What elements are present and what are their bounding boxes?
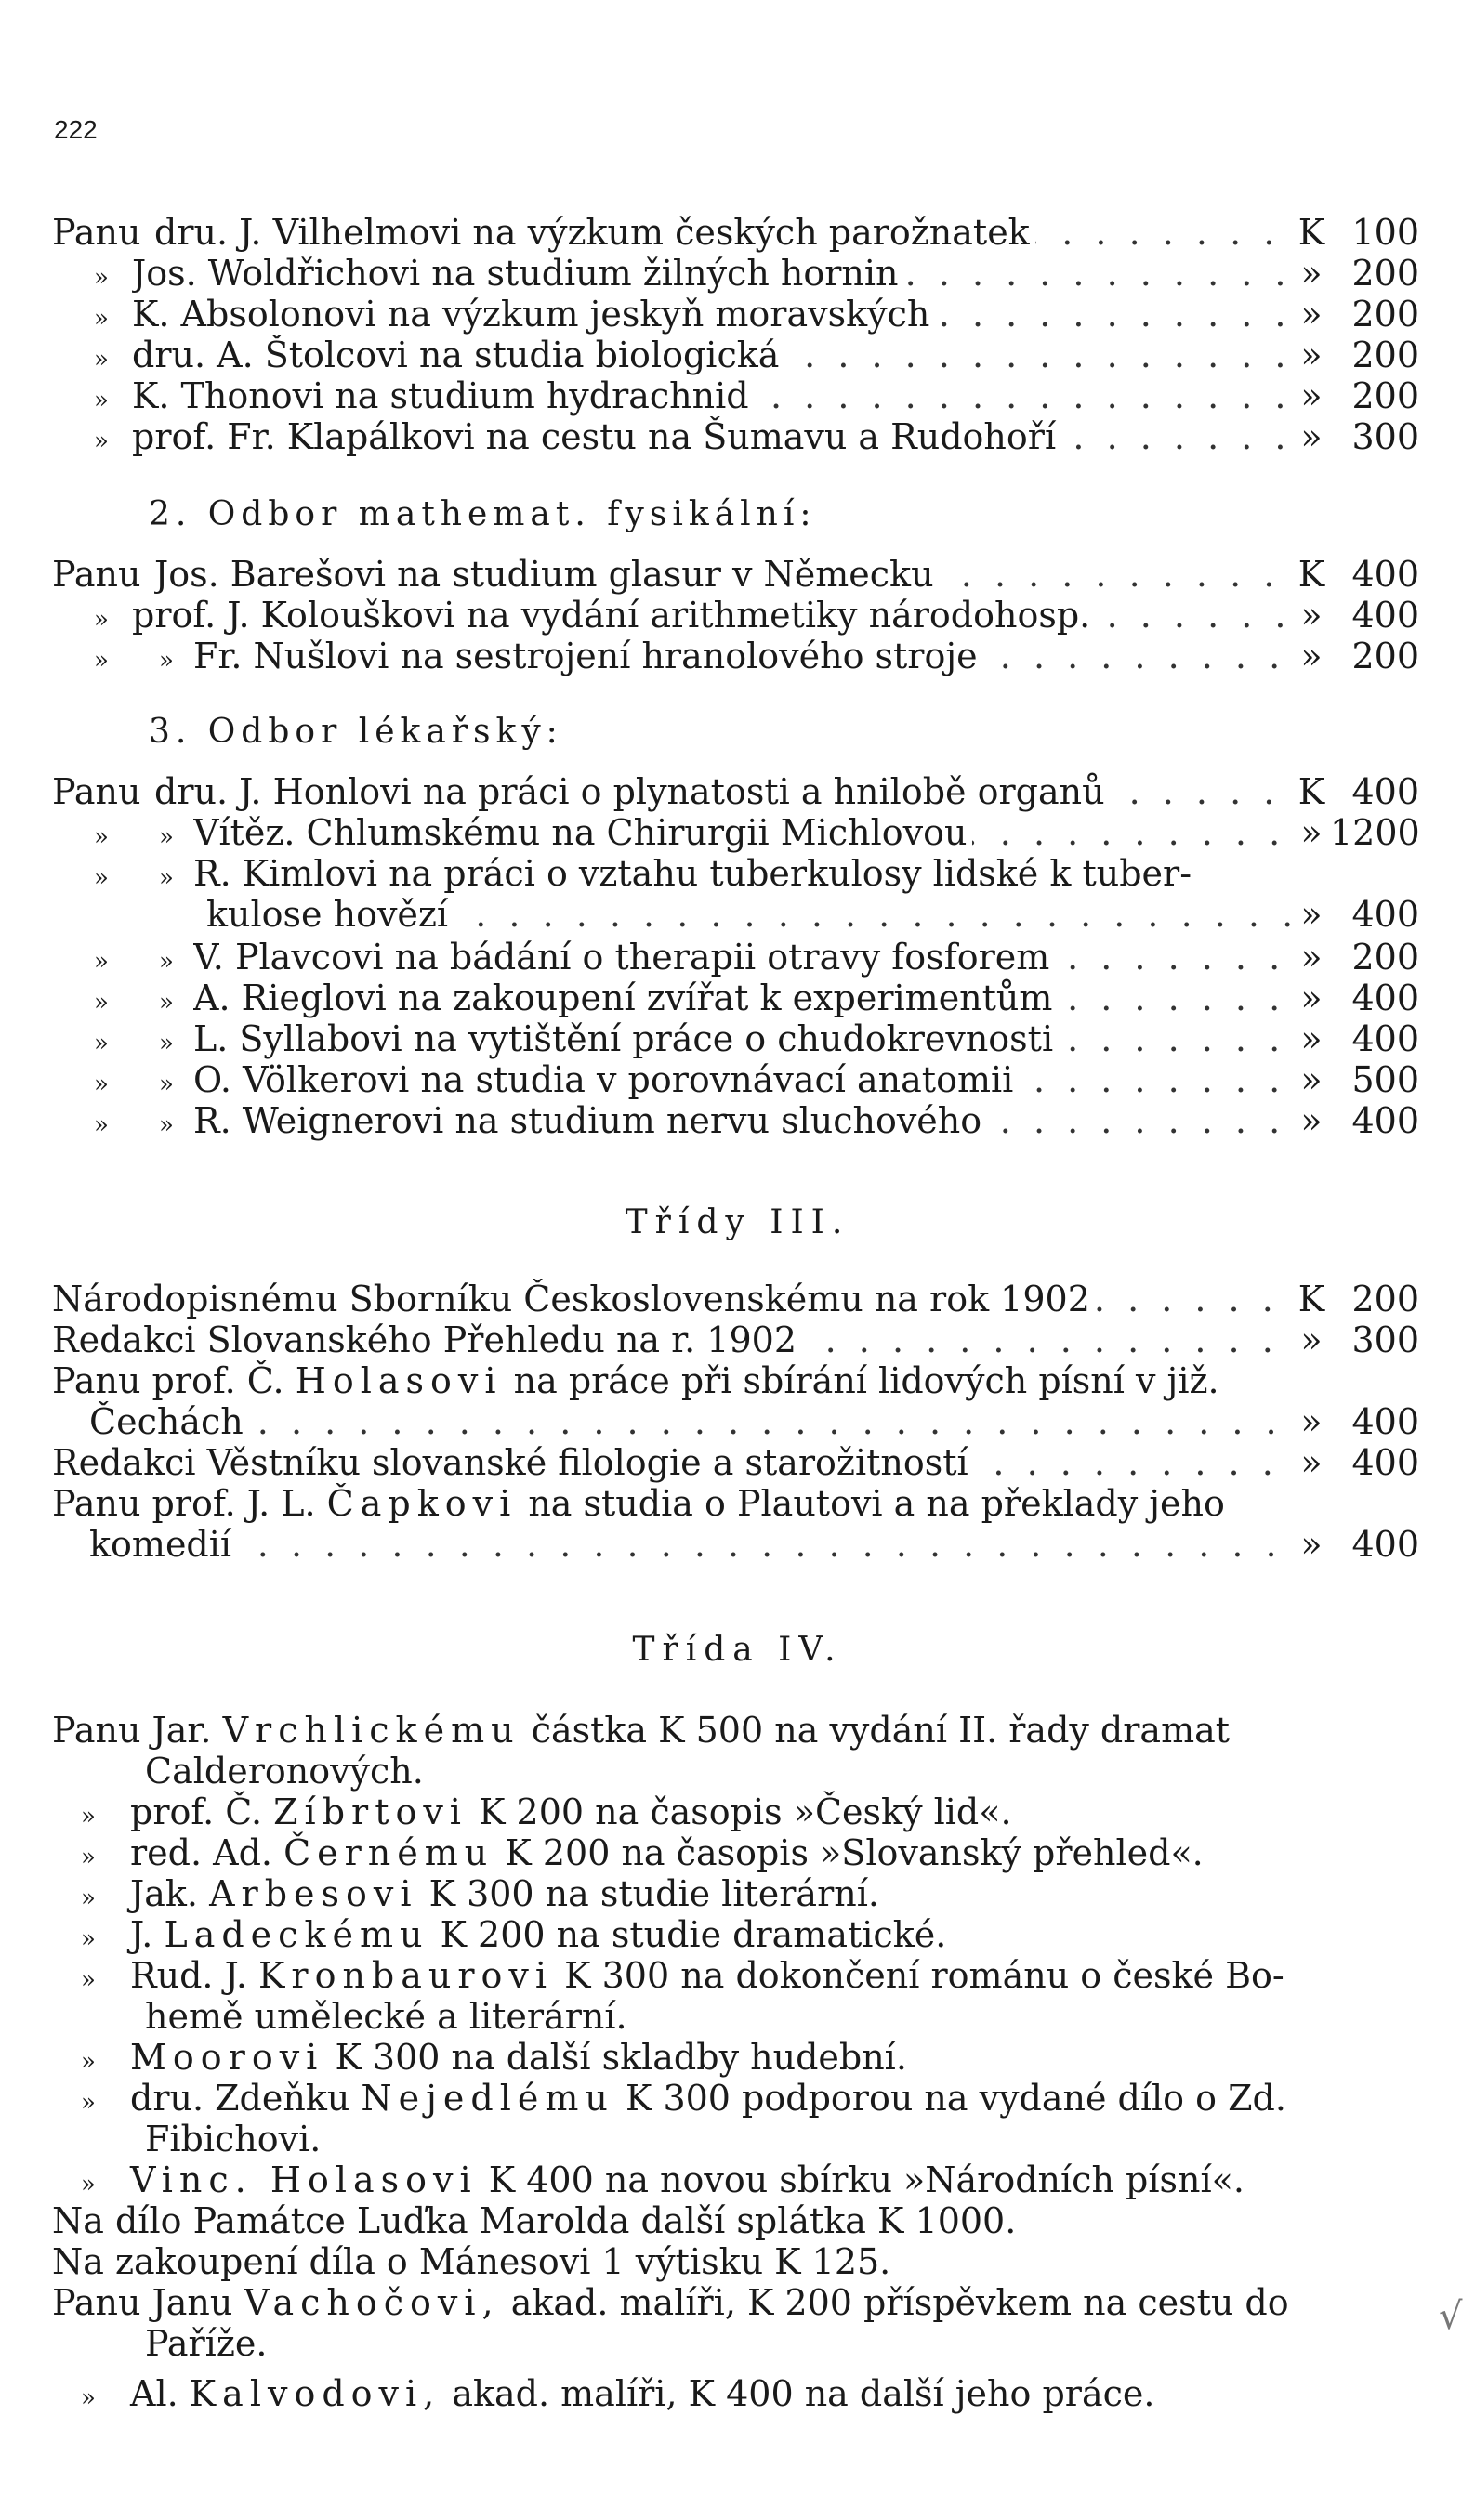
grant-line: » » V. Plavcovi na bádání o therapii otravy fosforem . . . » 200	[52, 937, 1419, 978]
grant-text-line: » dru. Zdeňku Nejedlému K 300 podporou na vydané dílo o Zd.	[81, 2078, 1286, 2119]
grant-text-line: Panu Jar. Vrchlickému částka K 500 na vydání II. řady dramat	[52, 1710, 1231, 1751]
grant-line: Panu Jos. Barešovi na studium glasur v Německu . . . K 400	[52, 554, 1419, 595]
grant-text-line: » Moorovi K 300 na další skladby hudební.	[81, 2037, 907, 2078]
grant-line-multiline: Panu prof. J. L. Čapkovi na studia o Plautovi a na překlady jeho	[52, 1483, 1225, 1524]
grant-text-line: Calderonových.	[145, 1751, 424, 1792]
grant-line: » » Vítěz. Chlumskému na Chirurgii Michlovou . . . » 1200	[52, 812, 1419, 853]
grant-text-line: Na zakoupení díla o Mánesovi 1 výtisku K 125.	[52, 2241, 891, 2282]
grant-text-line: Fibichovi.	[145, 2119, 322, 2159]
grant-text-line: Paříže.	[145, 2323, 268, 2364]
grant-line: » K. Absolonovi na výzkum jeskyň moravských . . . » 200	[52, 294, 1419, 335]
grant-text-line: » prof. Č. Zíbrtovi K 200 na časopis »Český lid«.	[81, 1792, 1012, 1832]
grant-text-line: Panu Janu Vachočovi, akad. malíři, K 200 příspěvkem na cestu do	[52, 2282, 1289, 2323]
grant-line: » K. Thonovi na studium hydrachnid . . . » 200	[52, 375, 1419, 416]
page-number: 222	[54, 115, 98, 144]
grant-line: » » Fr. Nušlovi na sestrojení hranolového stroje . . . » 200	[52, 636, 1419, 676]
grant-text-line: » J. Ladeckému K 200 na studie dramatické.	[81, 1914, 947, 1955]
grant-line: » » A. Rieglovi na zakoupení zvířat k experimentům . . . » 400	[52, 978, 1419, 1018]
grant-line-continuation: Čechách . . . » 400	[52, 1401, 1419, 1442]
grant-line: Redakci Věstníku slovanské filologie a starožitností . . . » 400	[52, 1442, 1419, 1483]
grant-line-multiline: Panu prof. Č. Holasovi na práce při sbírání lidových písní v již.	[52, 1360, 1219, 1401]
grant-text-line: » Rud. J. Kronbaurovi K 300 na dokončení románu o české Bo-	[81, 1955, 1284, 1996]
class-4-heading: Třída IV.	[632, 1631, 843, 1669]
grant-line: » » L. Syllabovi na vytištění práce o chudokrevnosti . . . » 400	[52, 1018, 1419, 1059]
grant-line: » Jos. Woldřichovi na studium žilných hornin . . . » 200	[52, 253, 1419, 294]
grant-line: Redakci Slovanského Přehledu na r. 1902 . . . » 300	[52, 1319, 1419, 1360]
grant-text-line: Na dílo Památce Luďka Marolda další splátka K 1000.	[52, 2200, 1017, 2241]
grant-line-multiline: » » R. Kimlovi na práci o vztahu tuberkulosy lidské k tuber-	[94, 853, 1192, 894]
grant-text-line: hemě umělecké a literární.	[145, 1996, 627, 2037]
grant-text-line: » Vinc. Holasovi K 400 na novou sbírku »Národních písní«.	[81, 2159, 1245, 2200]
margin-mark: √	[1439, 2295, 1463, 2338]
grant-line: » » R. Weignerovi na studium nervu sluchového . . . » 400	[52, 1100, 1419, 1141]
grant-line: Panu dru. J. Vilhelmovi na výzkum českých parožnatek . . . K 100	[52, 212, 1419, 253]
grant-line: » dru. A. Štolcovi na studia biologická . . . » 200	[52, 335, 1419, 375]
section-heading-odbor-2: 2. Odbor mathemat. fysikální:	[149, 495, 817, 533]
grant-text-line: » Jak. Arbesovi K 300 na studie literární.	[81, 1873, 879, 1914]
class-3-heading: Třídy III.	[625, 1203, 850, 1241]
grant-line: » » O. Völkerovi na studia v porovnávací anatomii . . . » 500	[52, 1059, 1419, 1100]
grant-line-continuation: komedií . . . » 400	[52, 1524, 1419, 1565]
grant-line: Národopisnému Sborníku Československému na rok 1902 . . . K 200	[52, 1279, 1419, 1319]
grant-line-continuation: kulose hovězí . . . » 400	[52, 894, 1419, 935]
grant-text-line: » Al. Kalvodovi, akad. malíři, K 400 na další jeho práce.	[81, 2373, 1155, 2414]
section-heading-odbor-3: 3. Odbor lékařský:	[149, 713, 563, 751]
grant-text-line: » red. Ad. Černému K 200 na časopis »Slovanský přehled«.	[81, 1832, 1204, 1873]
grant-line: » prof. Fr. Klapálkovi na cestu na Šumavu a Rudohoří . . . » 300	[52, 416, 1419, 457]
grant-line: » prof. J. Kolouškovi na vydání arithmetiky národohosp. . . . » 400	[52, 595, 1419, 636]
grant-line: Panu dru. J. Honlovi na práci o plynatosti a hnilobě organů . . . K 400	[52, 771, 1419, 812]
